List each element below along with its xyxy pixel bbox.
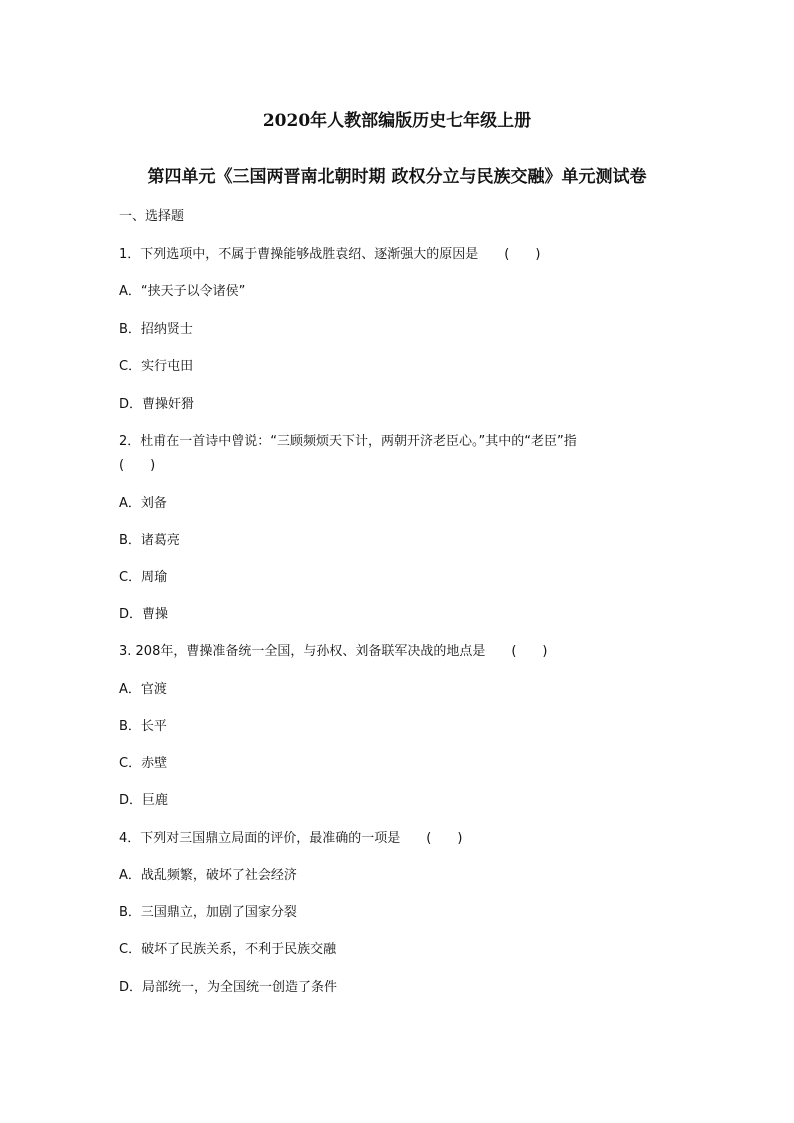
- question-2-answer-blank: ( ): [119, 458, 156, 473]
- question-stem-text: 1．下列选项中，不属于曹操能够战胜袁绍、逐渐强大的原因是: [119, 247, 479, 262]
- question-2-stem: 2．杜甫在一首诗中曾说：“三顾频烦天下计，两朝开济老臣心。”其中的“老臣”指: [119, 434, 577, 449]
- question-3-stem: [119, 643, 548, 661]
- section-heading: 一、选择题: [119, 209, 185, 224]
- question-2-option-a: A．刘备: [119, 496, 167, 511]
- answer-blank: ( ): [511, 644, 548, 659]
- question-2-option-b: B．诸葛亮: [119, 533, 180, 548]
- question-1-option-d: D．曹操奸猾: [119, 397, 195, 412]
- question-stem-text: 4．下列对三国鼎立局面的评价，最准确的一项是: [119, 831, 401, 846]
- answer-blank: ( ): [504, 247, 541, 262]
- question-1-option-a: A．“挟天子以令诸侯”: [119, 284, 246, 299]
- question-4-option-d: D．局部统一，为全国统一创造了条件: [119, 980, 338, 995]
- document-title: 2020年人教部编版历史七年级上册: [262, 111, 532, 131]
- question-2-option-d: D．曹操: [119, 607, 169, 622]
- question-1-stem: [119, 246, 540, 264]
- question-4-option-c: C．破坏了民族关系，不利于民族交融: [119, 942, 337, 957]
- question-stem-text: 3. 208年，曹操准备统一全国，与孙权、刘备联军决战的地点是: [119, 644, 486, 659]
- question-3-option-b: B．长平: [119, 719, 167, 734]
- question-4-stem: [119, 830, 462, 848]
- document-subtitle: 第四单元《三国两晋南北朝时期 政权分立与民族交融》单元测试卷: [147, 167, 647, 187]
- question-3-option-a: A．官渡: [119, 682, 167, 697]
- question-4-option-a: A．战乱频繁，破坏了社会经济: [119, 868, 297, 883]
- question-1-option-c: C．实行屯田: [119, 359, 194, 374]
- question-1-option-b: B．招纳贤士: [119, 322, 193, 337]
- question-3-option-c: C．赤壁: [119, 756, 168, 771]
- answer-blank: ( ): [426, 831, 463, 846]
- question-3-option-d: D．巨鹿: [119, 793, 169, 808]
- question-4-option-b: B．三国鼎立，加剧了国家分裂: [119, 905, 297, 920]
- question-2-option-c: C．周瑜: [119, 570, 168, 585]
